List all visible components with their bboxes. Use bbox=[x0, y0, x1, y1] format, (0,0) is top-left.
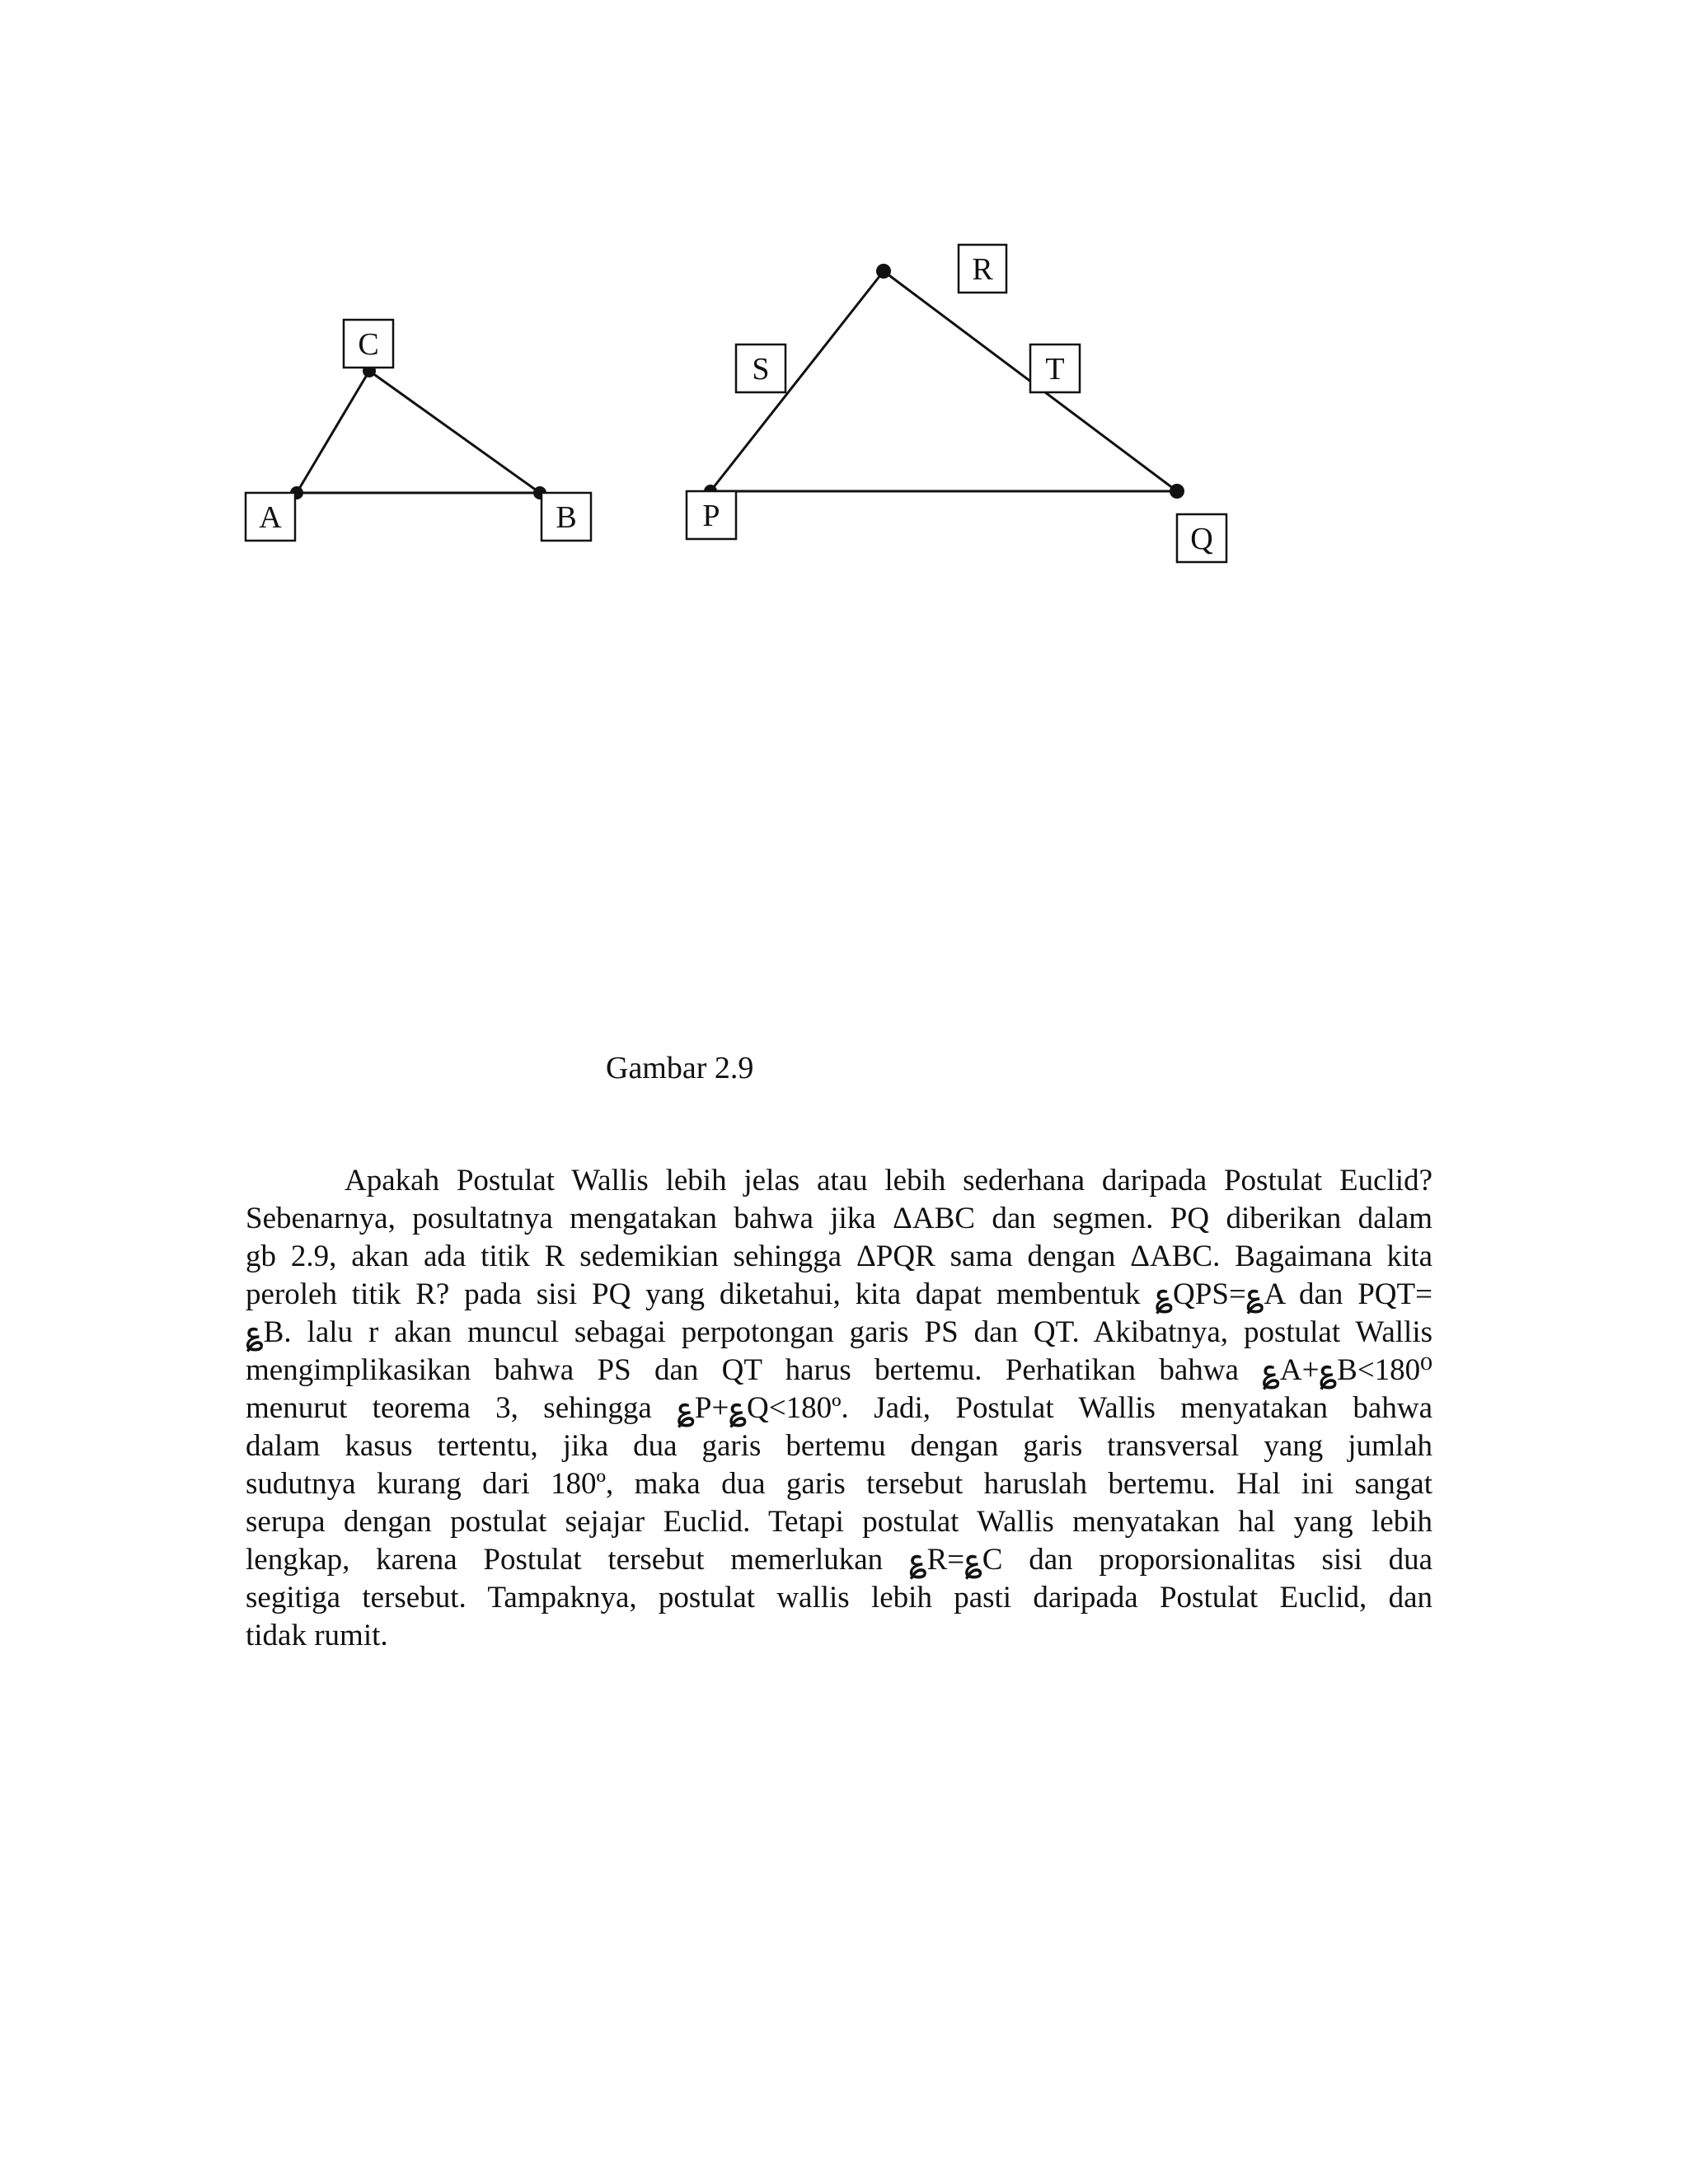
paragraph-line: Sebenarnya, posultatnya mengatakan bahwa jika ΔABC dan segmen. PQ diberikan dalam bbox=[246, 1202, 1432, 1235]
paragraph-line: gb 2.9, akan ada titik R sedemikian sehingga ΔPQR sama dengan ΔABC. Bagaimana kita bbox=[246, 1240, 1432, 1273]
body-paragraph bbox=[246, 1162, 1432, 1655]
paragraph-line: lengkap, karena Postulat tersebut memerlukan ؏R=؏C dan proporsionalitas sisi dua bbox=[246, 1543, 1432, 1577]
edge-bc bbox=[369, 371, 540, 493]
label-s bbox=[736, 344, 785, 392]
paragraph-line: dalam kasus tertentu, jika dua garis bertemu dengan garis transversal yang jumlah bbox=[246, 1429, 1432, 1463]
vertex-r bbox=[876, 264, 891, 279]
label-c-text: C bbox=[358, 327, 379, 362]
paragraph-line: mengimplikasikan bahwa PS dan QT harus bertemu. Perhatikan bahwa ؏A+؏B<180⁰ bbox=[246, 1353, 1432, 1387]
label-q-text: Q bbox=[1190, 522, 1213, 556]
paragraph-line: menurut teorema 3, sehingga ؏P+؏Q<180º. Jadi, Postulat Wallis menyatakan bahwa bbox=[246, 1391, 1432, 1425]
label-a-text: A bbox=[259, 500, 282, 535]
triangle-abc bbox=[246, 320, 591, 541]
label-r bbox=[959, 245, 1006, 293]
label-q bbox=[1177, 514, 1226, 562]
paragraph-line: Apakah Postulat Wallis lebih jelas atau lebih sederhana daripada Postulat Euclid? bbox=[345, 1164, 1432, 1197]
figure-caption: Gambar 2.9 bbox=[606, 1051, 754, 1085]
geometry-figure bbox=[0, 0, 1688, 626]
vertex-q bbox=[1170, 484, 1184, 499]
paragraph-line: serupa dengan postulat sejajar Euclid. Tetapi postulat Wallis menyatakan hal yang lebih bbox=[246, 1505, 1432, 1539]
label-b bbox=[542, 493, 591, 541]
paragraph-line: ؏B. lalu r akan muncul sebagai perpotongan garis PS dan QT. Akibatnya, postulat Wallis bbox=[246, 1315, 1432, 1349]
label-b-text: B bbox=[556, 500, 577, 535]
label-p bbox=[687, 491, 736, 539]
label-t bbox=[1030, 344, 1080, 392]
triangle-pqr bbox=[687, 245, 1226, 562]
paragraph-line: peroleh titik R? pada sisi PQ yang diketahui, kita dapat membentuk ؏QPS=؏A dan PQT= bbox=[246, 1277, 1432, 1311]
paragraph-line: sudutnya kurang dari 180º, maka dua garis tersebut haruslah bertemu. Hal ini sangat bbox=[246, 1467, 1432, 1501]
paragraph-line: tidak rumit. bbox=[246, 1619, 388, 1652]
edge-ac bbox=[297, 371, 369, 493]
label-c bbox=[344, 320, 393, 368]
paragraph-line: segitiga tersebut. Tampaknya, postulat wallis lebih pasti daripada Postulat Euclid, dan bbox=[246, 1581, 1432, 1615]
label-r-text: R bbox=[972, 252, 993, 287]
label-p-text: P bbox=[702, 499, 720, 533]
label-a bbox=[246, 493, 295, 541]
label-s-text: S bbox=[752, 352, 770, 387]
label-t-text: T bbox=[1045, 352, 1065, 387]
